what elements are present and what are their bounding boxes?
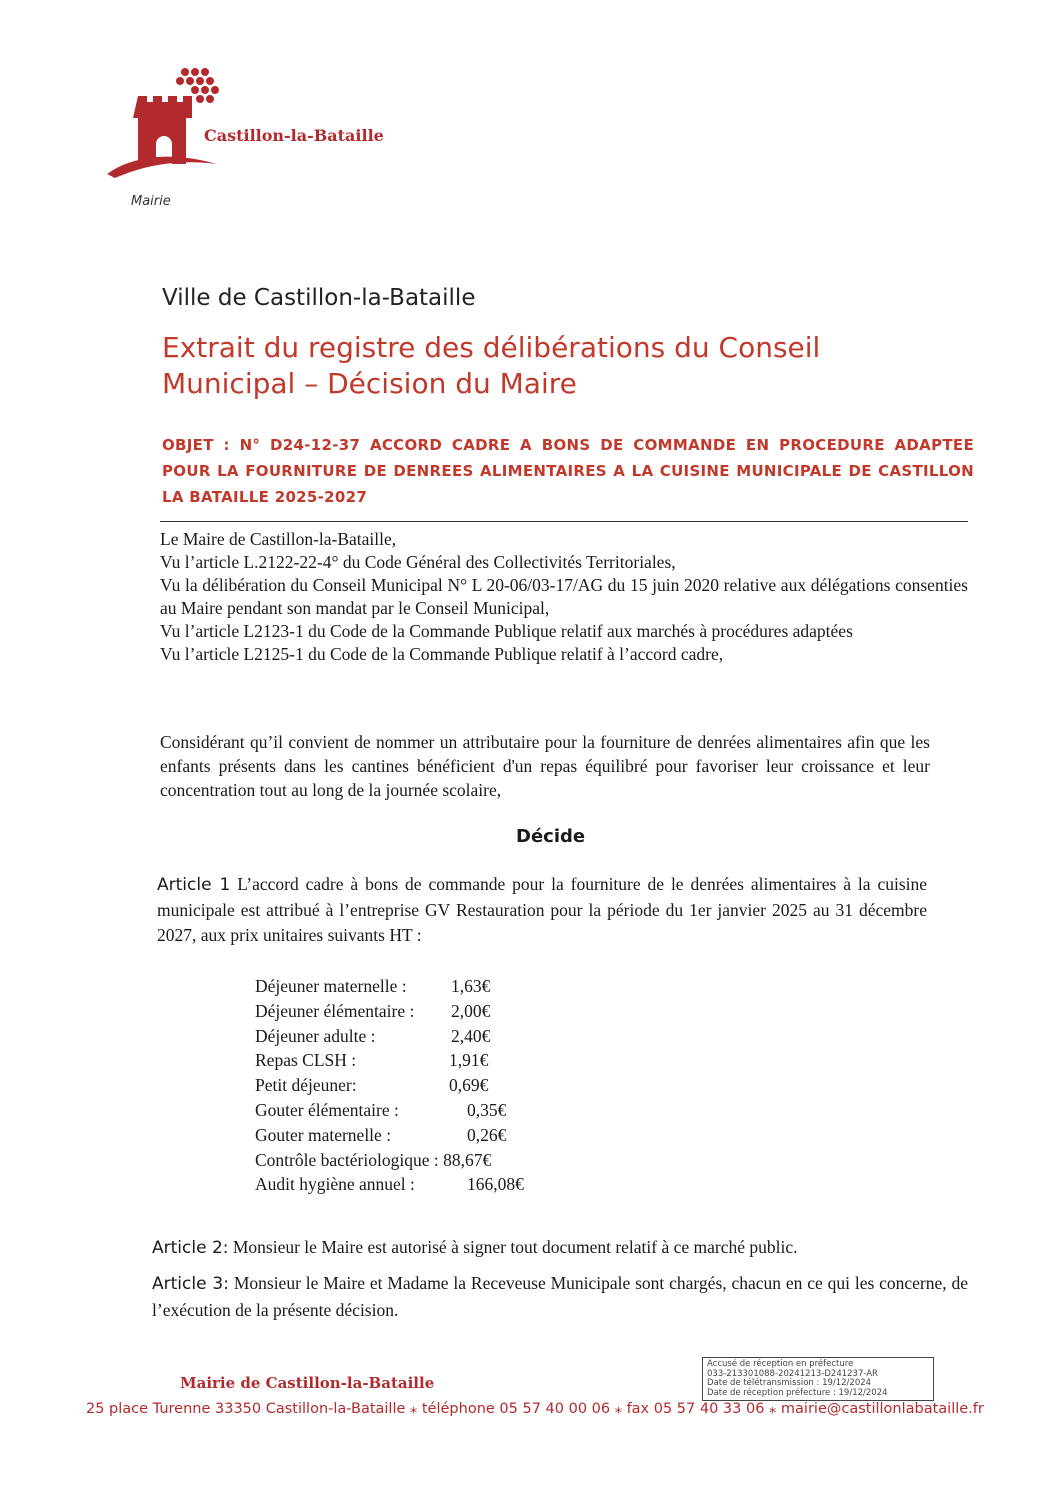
price-label: Petit déjeuner: <box>255 1075 357 1096</box>
article-2-label: Article 2: <box>152 1238 229 1258</box>
town-heading: Ville de Castillon-la-Bataille <box>162 285 476 311</box>
price-label: Gouter élémentaire : <box>255 1099 399 1120</box>
price-row <box>255 1024 524 1049</box>
article-1-text: L’accord cadre à bons de commande pour la fourniture de le denrées alimentaires à la cuisine municipale est attribué à l’entreprise GV Restauration pour la période du 1er janvier 2025 au 31 décembre 2027, aux prix unitaires suivants HT : <box>157 874 928 945</box>
price-row <box>255 1098 524 1123</box>
document-title <box>162 330 922 402</box>
title-line-2: Municipal – Décision du Maire <box>162 367 577 400</box>
price-label: Déjeuner maternelle : <box>255 976 407 996</box>
logo-town-name: Castillon-la-Bataille <box>204 126 384 145</box>
price-value: 0,35€ <box>467 1099 507 1120</box>
price-list <box>255 974 524 1197</box>
price-label: Contrôle bactériologique : <box>255 1149 439 1170</box>
price-value: 88,67€ <box>443 1149 492 1170</box>
visa-line: Vu la délibération du Conseil Municipal N° L 20-06/03-17/AG du 15 juin 2020 relative aux délégations consenties au Maire pendant son mandat par le Conseil Municipal, <box>160 575 968 618</box>
price-label: Audit hygiène annuel : <box>255 1174 415 1195</box>
stamp-line: Accusé de réception en préfecture <box>707 1359 854 1369</box>
price-value: 166,08€ <box>467 1174 524 1195</box>
price-value: 0,69€ <box>449 1075 489 1096</box>
price-value: 2,40€ <box>451 1025 491 1046</box>
price-label: Repas CLSH : <box>255 1050 357 1071</box>
logo-subtitle: Mairie <box>131 194 171 209</box>
article-2-text: Monsieur le Maire est autorisé à signer tout document relatif à ce marché public. <box>232 1237 798 1257</box>
price-row <box>255 1048 524 1073</box>
divider <box>160 521 968 522</box>
visas-block <box>160 528 968 666</box>
price-row <box>255 1073 524 1098</box>
price-row <box>255 974 524 999</box>
price-row <box>255 1148 524 1173</box>
price-row <box>255 1172 524 1197</box>
visa-line: Vu l’article L2125-1 du Code de la Commande Publique relatif à l’accord cadre, <box>160 644 724 664</box>
objet-subject: OBJET : N° D24-12-37 ACCORD CADRE A BONS DE COMMANDE EN PROCEDURE ADAPTEE POUR LA FOURNITURE DE DENREES ALIMENTAIRES A LA CUISINE MUNICIPALE DE CASTILLON LA BATAILLE 2025-2027 <box>162 436 974 506</box>
article-3-text: Monsieur le Maire et Madame la Receveuse Municipale sont chargés, chacun en ce qui les concerne, de l’exécution de la présente décision. <box>152 1273 969 1320</box>
price-row <box>255 999 524 1024</box>
price-value: 0,26€ <box>467 1124 507 1145</box>
tower-icon <box>133 96 192 164</box>
stamp-line: Date de télétransmission : 19/12/2024 <box>707 1378 872 1388</box>
footer-title: Mairie de Castillon-la-Bataille <box>180 1374 435 1392</box>
article-2 <box>152 1235 972 1261</box>
grape-cluster-icon <box>176 68 219 103</box>
visa-line: Le Maire de Castillon-la-Bataille, <box>160 529 397 549</box>
river-swoosh-icon <box>107 157 217 178</box>
stamp-line: 033-213301088-20241213-D241237-AR <box>707 1368 878 1379</box>
title-line-1: Extrait du registre des délibérations du Conseil <box>162 331 821 364</box>
price-row <box>255 1123 524 1148</box>
article-1 <box>157 872 927 948</box>
visa-line: Vu l’article L2123-1 du Code de la Commande Publique relatif aux marchés à procédures adaptées <box>160 621 853 641</box>
price-value: 2,00€ <box>451 1000 491 1021</box>
price-label: Gouter maternelle : <box>255 1124 392 1145</box>
price-label: Déjeuner élémentaire : <box>255 1000 415 1021</box>
considerant-paragraph: Considérant qu’il convient de nommer un attributaire pour la fourniture de denrées alimentaires afin que les enfants présents dans les cantines bénéficient d'un repas équilibré pour favoriser leur croissance et leur concentration tout au long de la journée scolaire, <box>160 732 930 800</box>
price-label: Déjeuner adulte : <box>255 1025 376 1046</box>
price-value: 1,63€ <box>451 976 491 996</box>
decide-heading: Décide <box>516 826 586 847</box>
prefecture-receipt-stamp <box>702 1357 934 1401</box>
article-3 <box>152 1270 968 1323</box>
visa-line: Vu l’article L.2122-22-4° du Code Général des Collectivités Territoriales, <box>160 552 676 572</box>
price-value: 1,91€ <box>449 1050 489 1071</box>
article-1-label: Article 1 <box>157 875 231 895</box>
footer-address: 25 place Turenne 33350 Castillon-la-Bataille ⁎ téléphone 05 57 40 00 06 ⁎ fax 05 57 40 33 06 ⁎ mairie@castillonlabataille.fr <box>86 1401 984 1417</box>
article-3-label: Article 3: <box>152 1274 229 1294</box>
stamp-line: Date de réception préfecture : 19/12/2024 <box>707 1387 888 1398</box>
